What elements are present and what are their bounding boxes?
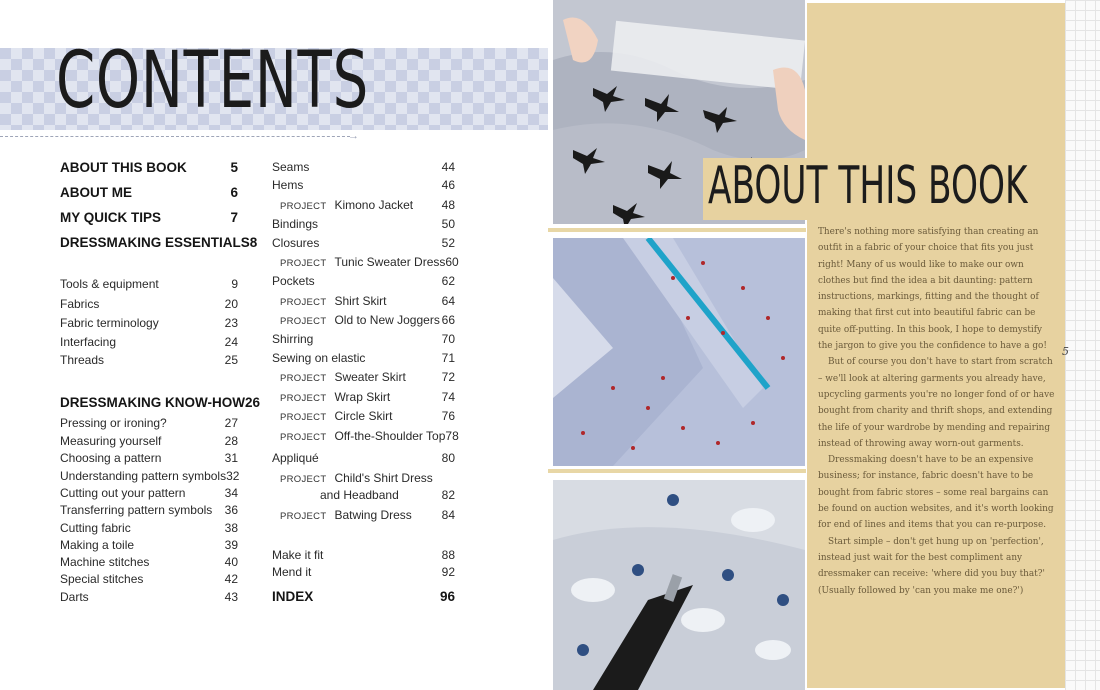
toc-entry[interactable]: [60, 416, 238, 430]
toc-entry[interactable]: [60, 503, 238, 517]
toc-entry-page: 84: [441, 508, 455, 522]
project-tag: PROJECT: [280, 316, 327, 327]
toc-entry-page: 52: [441, 236, 455, 250]
toc-entry-label: Appliqué: [272, 451, 319, 465]
toc-entry-label: Pressing or ironing?: [60, 416, 167, 430]
toc-entry-page: 9: [231, 277, 238, 291]
project-tag: PROJECT: [280, 201, 327, 212]
toc-entry-label: ABOUT ME: [60, 185, 132, 200]
toc-entry[interactable]: [272, 198, 455, 212]
grid-background: [1065, 0, 1100, 690]
toc-entry[interactable]: [272, 589, 455, 604]
toc-entry-label: Kimono Jacket: [334, 198, 414, 212]
toc-entry[interactable]: [272, 390, 455, 404]
about-body: [818, 224, 1058, 599]
toc-entry-page: 92: [441, 565, 455, 579]
toc-entry-label: Make it fit: [272, 548, 324, 562]
toc-entry-label: Shirring: [272, 332, 314, 346]
toc-entry-page: 44: [441, 160, 455, 174]
toc-entry-page: 6: [230, 185, 238, 200]
toc-entry-label: Mend it: [272, 565, 312, 579]
project-tag: PROJECT: [280, 373, 327, 384]
toc-entry-label: Cutting out your pattern: [60, 486, 186, 500]
toc-entry-page: 80: [441, 451, 455, 465]
toc-entry[interactable]: [272, 332, 455, 346]
toc-entry-label: Sewing on elastic: [272, 351, 366, 365]
toc-entry-label: Special stitches: [60, 572, 144, 586]
toc-entry[interactable]: [272, 471, 455, 485]
about-paragraph: There's nothing more satisfying than creating an outfit in a fabric of your choice that fits you just right! Many of us would like to make our own clothes but find the idea a bit daunting: pattern instructions, markings, fitting and the thought of making that first cut into beautiful fabric can be quite off-putting. In this book, I hope to demystify the jargon to give you the confidence to have a go!: [818, 227, 1047, 352]
toc-entry[interactable]: [272, 409, 455, 423]
toc-entry-page: 46: [441, 178, 455, 192]
project-tag: PROJECT: [280, 511, 327, 522]
toc-entry-page: 42: [224, 572, 238, 586]
project-tag: PROJECT: [280, 393, 327, 404]
toc-entry-label: Batwing Dress: [334, 508, 412, 522]
toc-entry-page: 32: [226, 469, 240, 483]
about-paragraph: Dressmaking doesn't have to be an expensive business; for instance, fabric doesn't have to be bought from fabric stores – some real bargains can be found on auction websites, and it's worth looking for end of lines and items that you can re-purpose.: [818, 455, 1054, 531]
toc-entry-page: 50: [441, 217, 455, 231]
about-paragraph: Start simple – don't get hung up on 'perfection', instead just wait for the best compliment any dressmaker can receive: 'where did you buy that?' (Usually followed by 'can you make me one?'): [818, 536, 1045, 596]
toc-entry-page: 20: [224, 297, 238, 311]
toc-entry-label: Hems: [272, 178, 304, 192]
toc-entry-page: 23: [224, 316, 238, 330]
arrow-right-icon: →: [348, 130, 359, 142]
toc-entry-label: Fabric terminology: [60, 316, 159, 330]
toc-entry[interactable]: [272, 451, 455, 465]
toc-entry-page: 34: [224, 486, 238, 500]
toc-entry[interactable]: [272, 313, 455, 327]
toc-entry-page: 26: [244, 395, 260, 410]
toc-entry-label: Threads: [60, 353, 105, 367]
toc-entry-page: 39: [224, 538, 238, 552]
toc-entry[interactable]: [272, 370, 455, 384]
toc-entry-label: Pockets: [272, 274, 315, 288]
elastic-fabric-photo: [553, 480, 805, 690]
toc-entry-label: Darts: [60, 590, 89, 604]
project-tag: PROJECT: [280, 412, 327, 423]
page-number: 5: [1062, 345, 1069, 358]
toc-entry[interactable]: [60, 521, 238, 535]
toc-entry[interactable]: [60, 434, 238, 448]
dashed-divider: [0, 136, 350, 137]
project-tag: PROJECT: [280, 297, 327, 308]
toc-entry-label: Interfacing: [60, 335, 117, 349]
toc-entry[interactable]: [60, 395, 260, 410]
toc-entry[interactable]: [60, 185, 238, 200]
toc-entry-page: 27: [224, 416, 238, 430]
toc-entry-label: Sweater Skirt: [334, 370, 406, 384]
toc-entry[interactable]: [272, 565, 455, 579]
toc-entry[interactable]: [272, 508, 455, 522]
project-tag: PROJECT: [280, 432, 327, 443]
toc-entry[interactable]: [60, 316, 238, 330]
toc-entry-page: 71: [441, 351, 455, 365]
toc-entry-label: Wrap Skirt: [334, 390, 391, 404]
about-paragraph: But of course you don't have to start from scratch – we'll look at altering garments you already have, upcycling garments you're no longer fond of or have bought from charity and thrift shops, and extending the life of your wardrobe by mending and repairing instead of throwing away worn-out garments.: [818, 357, 1055, 449]
toc-entry-page: 40: [224, 555, 238, 569]
toc-entry[interactable]: [60, 297, 238, 311]
toc-entry-page: 66: [441, 313, 455, 327]
project-tag: PROJECT: [280, 258, 327, 269]
toc-entry-label: MY QUICK TIPS: [60, 210, 162, 225]
toc-entry[interactable]: [272, 488, 455, 502]
toc-entry-label: Measuring yourself: [60, 434, 162, 448]
toc-entry[interactable]: [272, 351, 455, 365]
toc-entry-page: 60: [445, 255, 459, 269]
toc-entry[interactable]: [60, 353, 238, 367]
toc-entry[interactable]: [272, 160, 455, 174]
toc-entry[interactable]: [272, 274, 455, 288]
toc-entry-label: Old to New Joggers: [334, 313, 440, 327]
toc-entry-label: DRESSMAKING KNOW-HOW: [60, 395, 245, 410]
zipper-fabric-photo: [553, 238, 805, 466]
toc-entry-label: Understanding pattern symbols: [60, 469, 227, 483]
toc-entry[interactable]: [60, 335, 238, 349]
toc-entry-label: Tools & equipment: [60, 277, 159, 291]
toc-entry-page: 48: [441, 198, 455, 212]
toc-entry[interactable]: [60, 160, 238, 175]
toc-entry[interactable]: [60, 451, 238, 465]
toc-entry-page: 31: [224, 451, 238, 465]
toc-entry-page: 38: [224, 521, 238, 535]
toc-entry[interactable]: [272, 255, 459, 269]
toc-entry-page: 62: [441, 274, 455, 288]
toc-entry-label: Off-the-Shoulder Top: [334, 429, 446, 443]
toc-entry-page: 25: [224, 353, 238, 367]
toc-entry-page: 76: [441, 409, 455, 423]
toc-entry-label: Transferring pattern symbols: [60, 503, 213, 517]
toc-entry-label: Choosing a pattern: [60, 451, 162, 465]
toc-entry-label: DRESSMAKING ESSENTIALS: [60, 235, 250, 250]
toc-entry-label: Tunic Sweater Dress: [334, 255, 446, 269]
toc-entry[interactable]: [60, 555, 238, 569]
toc-entry-label: Seams: [272, 160, 310, 174]
toc-entry-page: 43: [224, 590, 238, 604]
toc-entry[interactable]: [272, 429, 459, 443]
toc-entry-page: 74: [441, 390, 455, 404]
photo-divider-2: [548, 469, 806, 473]
toc-entry-page: 96: [439, 589, 455, 604]
toc-entry-label: Bindings: [272, 217, 319, 231]
toc-entry[interactable]: [272, 178, 455, 192]
toc-entry-page: 36: [224, 503, 238, 517]
toc-entry-page: 5: [230, 160, 238, 175]
toc-entry-label: Circle Skirt: [334, 409, 393, 423]
toc-entry[interactable]: [272, 294, 455, 308]
toc-entry-label: and Headband: [320, 488, 399, 502]
toc-entry-label: Shirt Skirt: [334, 294, 387, 308]
toc-entry-page: 64: [441, 294, 455, 308]
toc-entry-page: 8: [249, 235, 258, 250]
toc-entry[interactable]: [272, 217, 455, 231]
toc-entry-label: Child's Shirt Dress: [334, 471, 433, 485]
toc-entry[interactable]: [60, 469, 238, 483]
toc-entry-page: 78: [445, 429, 459, 443]
toc-entry-page: 28: [224, 434, 238, 448]
toc-entry-page: 82: [441, 488, 455, 502]
toc-entry-label: Cutting fabric: [60, 521, 131, 535]
toc-entry[interactable]: [60, 572, 238, 586]
photo-divider-1: [548, 228, 806, 232]
project-tag: PROJECT: [280, 474, 327, 485]
toc-entry[interactable]: [60, 538, 238, 552]
toc-entry-label: INDEX: [272, 589, 314, 604]
toc-entry-label: Fabrics: [60, 297, 100, 311]
toc-entry-page: 7: [230, 210, 238, 225]
toc-entry[interactable]: [60, 235, 258, 250]
toc-entry-label: Closures: [272, 236, 320, 250]
toc-entry-label: ABOUT THIS BOOK: [60, 160, 187, 175]
toc-entry[interactable]: [60, 210, 238, 225]
toc-entry[interactable]: [60, 486, 238, 500]
toc-entry[interactable]: [60, 590, 238, 604]
toc-entry[interactable]: [60, 277, 238, 291]
toc-entry-page: 88: [441, 548, 455, 562]
toc-entry[interactable]: [272, 548, 455, 562]
toc-entry-page: 24: [224, 335, 238, 349]
toc-entry-label: Making a toile: [60, 538, 135, 552]
toc-entry-page: 70: [441, 332, 455, 346]
toc-entry-label: Machine stitches: [60, 555, 150, 569]
toc-entry[interactable]: [272, 236, 455, 250]
contents-title: CONTENTS: [56, 36, 369, 126]
toc-entry-page: 72: [441, 370, 455, 384]
about-title: ABOUT THIS BOOK: [708, 156, 1028, 216]
